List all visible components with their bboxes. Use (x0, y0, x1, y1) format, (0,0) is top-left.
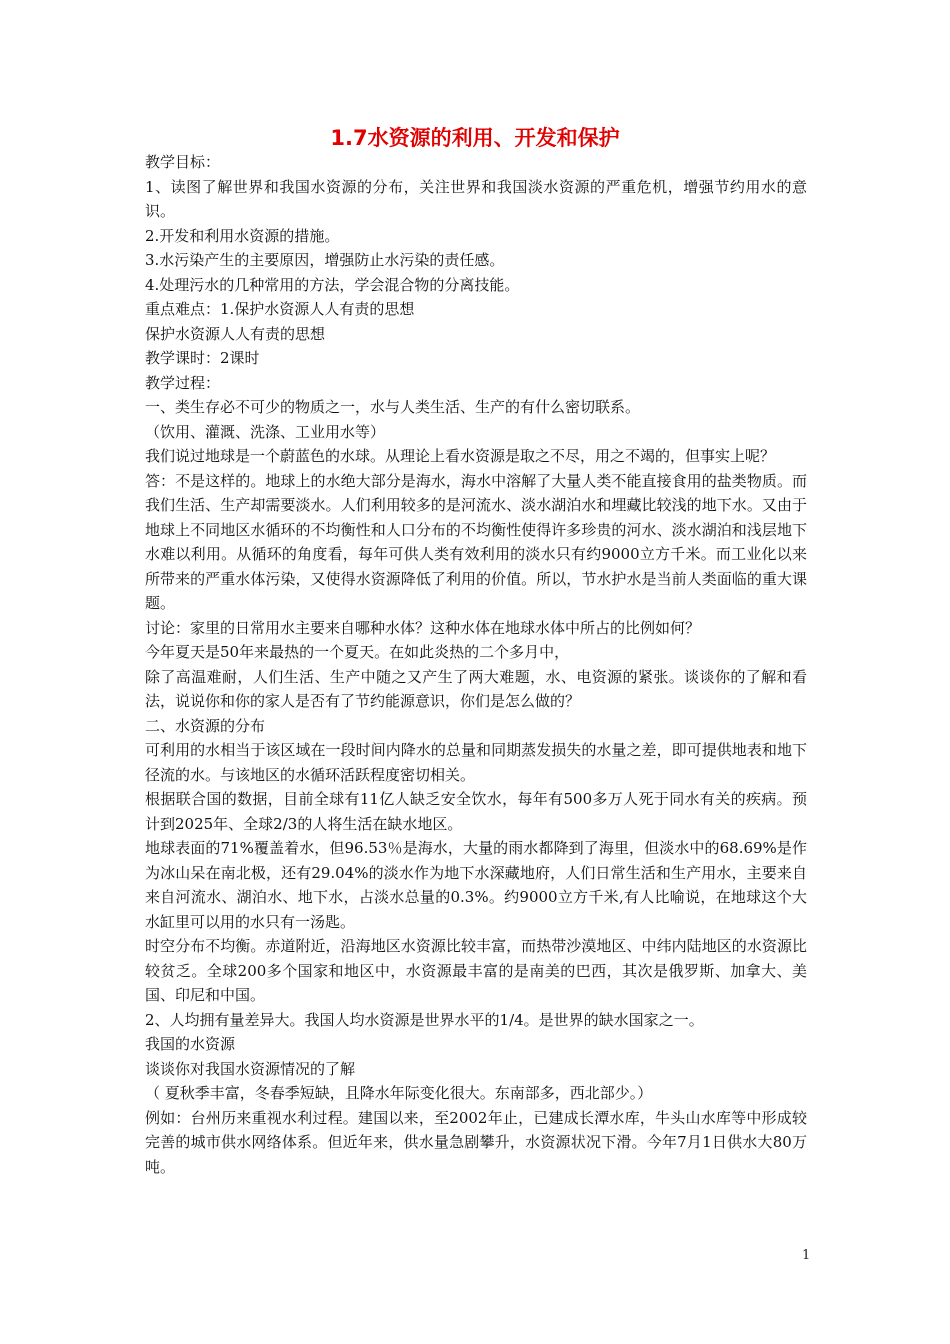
paragraph: 4.处理污水的几种常用的方法，学会混合物的分离技能。 (145, 275, 520, 294)
paragraph: 除了高温难耐，人们生活、生产中随之又产生了两大难题，水、电资源的紧张。谈谈你的了解和看法，说说你和你的家人是否有了节约能源意识，你们是怎么做的？ (145, 667, 807, 710)
paragraph: （ 夏秋季丰富，冬春季短缺，且降水年际变化很大。东南部多，西北部少。） (145, 1084, 653, 1102)
paragraph: 时空分布不均衡。赤道附近，沿海地区水资源比较丰富，而热带沙漠地区、中纬内陆地区的水资源比较贫乏。全球200多个国家和地区中，水资源最丰富的是南美的巴西，其次是俄罗斯、加拿大、美国、印尼和中国。 (145, 937, 807, 1004)
paragraph: 讨论：家里的日常用水主要来自哪种水体？这种水体在地球水体中所占的比例如何？ (145, 618, 701, 637)
paragraph: 例如：台州历来重视水利过程。建国以来，至2002年止，已建成长潭水库，牛头山水库等中形成较完善的城市供水网络体系。但近年来，供水量急剧攀升，水资源状况下滑。今年7月1日供水大80万吨。 (145, 1108, 807, 1176)
document-body (145, 150, 807, 1179)
document-title: 1.7水资源的利用、开发和保护 (330, 126, 620, 150)
paragraph: 答：不是这样的。地球上的水绝大部分是海水，海水中溶解了大量人类不能直接食用的盐类物质。而我们生活、生产却需要淡水。人们利用较多的是河流水、淡水湖泊水和埋藏比较浅的地下水。又由于地球上不同地区水循环的不均衡性和人口分布的不均衡性使得许多珍贵的河水、淡水湖泊和浅层地下水难以利用。从循环的角度看，每年可供人类有效利用的淡水只有约9000立方千米。而工业化以来所带来的严重水体污染，又使得水资源降低了利用的价值。所以，节水护水是当前人类面临的重大课题。 (145, 471, 807, 612)
paragraph: 重点难点：1.保护水资源人人有责的思想 (145, 300, 415, 318)
paragraph: 教学课时：2课时 (145, 349, 260, 367)
paragraph: 我们说过地球是一个蔚蓝色的水球。从理论上看水资源是取之不尽，用之不竭的，但事实上呢？ (145, 447, 776, 465)
paragraph: 可利用的水相当于该区域在一段时间内降水的总量和同期蒸发损失的水量之差，即可提供地表和地下径流的水。与该地区的水循环活跃程度密切相关。 (145, 741, 807, 784)
paragraph: 2、人均拥有量差异大。我国人均水资源是世界水平的1/4。是世界的缺水国家之一。 (145, 1010, 704, 1029)
paragraph: 3.水污染产生的主要原因，增强防止水污染的责任感。 (145, 251, 505, 269)
paragraph: 教学过程： (145, 373, 221, 392)
paragraph: 教学目标： (145, 153, 221, 171)
page-number: 1 (802, 1248, 811, 1263)
paragraph: 我国的水资源 (145, 1035, 236, 1053)
paragraph: 1、读图了解世界和我国水资源的分布，关注世界和我国淡水资源的严重危机，增强节约用水的意识。 (145, 177, 807, 220)
paragraph: 保护水资源人人有责的思想 (145, 324, 326, 343)
paragraph: 谈谈你对我国水资源情况的了解 (145, 1059, 356, 1078)
paragraph: 今年夏天是50年来最热的一个夏天。在如此炎热的二个多月中， (145, 643, 570, 661)
paragraph: 2.开发和利用水资源的措施。 (145, 226, 340, 245)
paragraph: 一、类生存必不可少的物质之一，水与人类生活、生产的有什么密切联系。 (145, 398, 641, 416)
paragraph: 根据联合国的数据，目前全球有11亿人缺乏安全饮水，每年有500多万人死于同水有关的疾病。预计到2025年、全球2/3的人将生活在缺水地区。 (145, 790, 807, 833)
paragraph: 地球表面的71%覆盖着水，但96.53％是海水，大量的雨水都降到了海里，但淡水中的68.69%是作为冰山呆在南北极，还有29.04%的淡水作为地下水深藏地府，人们日常生活和生产用水，主要来自来自河流水、湖泊水、地下水，占淡水总量的0.3%。约9000立方千米,有人比喻说，在地球这个大水缸里可以用的水只有一汤匙。 (145, 839, 807, 931)
paragraph: （饮用、灌溉、洗涤、工业用水等） (145, 422, 386, 441)
paragraph: 二、水资源的分布 (145, 716, 266, 735)
